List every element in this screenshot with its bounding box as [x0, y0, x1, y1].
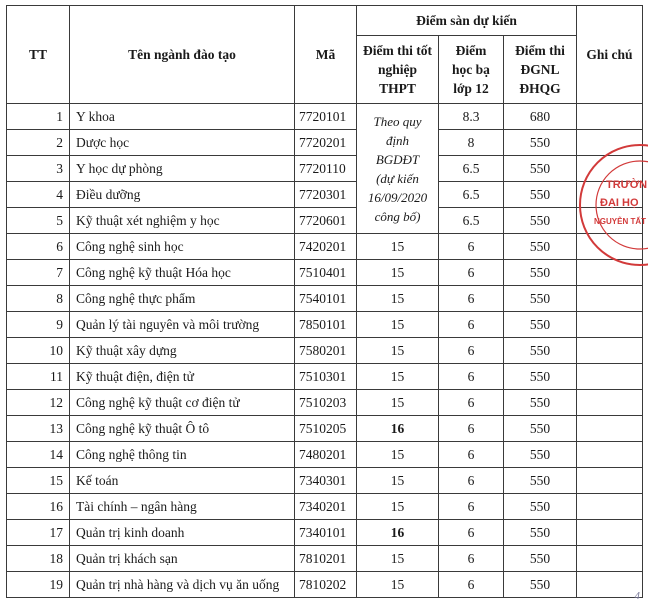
row-index: 18 [7, 546, 70, 572]
dgnl-score: 550 [504, 494, 577, 520]
dgnl-score: 550 [504, 286, 577, 312]
program-code: 7810201 [295, 546, 357, 572]
note-cell-empty [577, 208, 643, 234]
header-tt: TT [7, 6, 70, 104]
transcript-score: 6 [439, 546, 504, 572]
row-index: 8 [7, 286, 70, 312]
row-index: 17 [7, 520, 70, 546]
transcript-score: 6 [439, 494, 504, 520]
stamp-text-line-3: NGUYỄN TẤT [594, 217, 646, 226]
program-name: Kỹ thuật điện, điện tử [70, 364, 295, 390]
table-row [7, 286, 643, 312]
dgnl-score: 550 [504, 572, 577, 598]
program-name: Công nghệ sinh học [70, 234, 295, 260]
transcript-score: 6 [439, 468, 504, 494]
program-code: 7720601 [295, 208, 357, 234]
program-code: 7340201 [295, 494, 357, 520]
program-name: Kỹ thuật xây dựng [70, 338, 295, 364]
merged-note-line: định [385, 132, 410, 148]
merged-note-line: BGDĐT [375, 151, 420, 167]
note-cell-empty [577, 104, 643, 130]
transcript-score: 6 [439, 416, 504, 442]
transcript-score: 6.5 [439, 182, 504, 208]
note-cell-empty [577, 156, 643, 182]
transcript-score: 8.3 [439, 104, 504, 130]
table-row [7, 468, 643, 494]
row-index: 11 [7, 364, 70, 390]
note-cell-empty [577, 312, 643, 338]
transcript-score: 6.5 [439, 208, 504, 234]
note-cell-empty [577, 442, 643, 468]
note-cell-empty [577, 390, 643, 416]
dgnl-score: 550 [504, 364, 577, 390]
merged-note-line: 16/09/2020 [367, 189, 428, 205]
dgnl-score: 550 [504, 546, 577, 572]
thpt-score: 15 [357, 468, 439, 494]
program-code: 7340101 [295, 520, 357, 546]
program-code: 7510205 [295, 416, 357, 442]
transcript-score: 6.5 [439, 156, 504, 182]
merged-note-line: (dự kiến [376, 170, 419, 186]
table-row [7, 546, 643, 572]
thpt-score: 15 [357, 312, 439, 338]
dgnl-score: 550 [504, 156, 577, 182]
dgnl-score: 550 [504, 260, 577, 286]
table-body [7, 104, 643, 598]
thpt-score: 15 [357, 260, 439, 286]
program-name: Công nghệ kỹ thuật Hóa học [70, 260, 295, 286]
note-cell-empty [577, 182, 643, 208]
transcript-score: 8 [439, 130, 504, 156]
thpt-score: 16 [357, 520, 439, 546]
program-name: Kỹ thuật xét nghiệm y học [70, 208, 295, 234]
note-cell-empty [577, 468, 643, 494]
table-row [7, 572, 643, 598]
thpt-score: 15 [357, 338, 439, 364]
row-index: 10 [7, 338, 70, 364]
thpt-score: 15 [357, 572, 439, 598]
row-index: 3 [7, 156, 70, 182]
dgnl-score: 550 [504, 520, 577, 546]
thpt-score: 16 [357, 416, 439, 442]
header-program-name: Tên ngành đào tạo [70, 6, 295, 104]
program-name: Điều dưỡng [70, 182, 295, 208]
row-index: 19 [7, 572, 70, 598]
row-index: 7 [7, 260, 70, 286]
program-name: Quản lý tài nguyên và môi trường [70, 312, 295, 338]
dgnl-score: 550 [504, 338, 577, 364]
program-name: Công nghệ thông tin [70, 442, 295, 468]
dgnl-score: 550 [504, 130, 577, 156]
dgnl-score: 550 [504, 182, 577, 208]
merged-note-line: công bố) [374, 208, 421, 224]
thpt-score: 15 [357, 442, 439, 468]
table-row [7, 156, 643, 182]
header-note: Ghi chú [577, 6, 643, 104]
table-row [7, 208, 643, 234]
program-name: Quản trị nhà hàng và dịch vụ ăn uống [70, 572, 295, 598]
thpt-score: 15 [357, 286, 439, 312]
table-row [7, 390, 643, 416]
program-code: 7340301 [295, 468, 357, 494]
row-index: 4 [7, 182, 70, 208]
note-cell-empty [577, 494, 643, 520]
program-name: Công nghệ kỹ thuật Ô tô [70, 416, 295, 442]
dgnl-score: 550 [504, 442, 577, 468]
stamp-text-line-1: TRƯỜN [606, 179, 648, 191]
dgnl-score: 680 [504, 104, 577, 130]
page-corner-mark: 4 [634, 590, 640, 602]
table-row [7, 130, 643, 156]
program-name: Quản trị kinh doanh [70, 520, 295, 546]
row-index: 2 [7, 130, 70, 156]
program-code: 7720301 [295, 182, 357, 208]
table-row [7, 182, 643, 208]
program-name: Công nghệ thực phẩm [70, 286, 295, 312]
transcript-score: 6 [439, 390, 504, 416]
dgnl-score: 550 [504, 390, 577, 416]
table-row [7, 520, 643, 546]
row-index: 15 [7, 468, 70, 494]
thpt-score: 15 [357, 494, 439, 520]
thpt-merged-note [357, 104, 439, 234]
row-index: 1 [7, 104, 70, 130]
transcript-score: 6 [439, 364, 504, 390]
dgnl-score: 550 [504, 312, 577, 338]
row-index: 14 [7, 442, 70, 468]
stamp-text-line-2: ĐẠI HỌ [600, 197, 639, 209]
transcript-score: 6 [439, 338, 504, 364]
header-transcript-score: Điểm học bạ lớp 12 [439, 36, 504, 104]
transcript-score: 6 [439, 234, 504, 260]
program-name: Kế toán [70, 468, 295, 494]
thpt-score: 15 [357, 390, 439, 416]
dgnl-score: 550 [504, 234, 577, 260]
row-index: 9 [7, 312, 70, 338]
program-name: Quản trị khách sạn [70, 546, 295, 572]
program-code: 7850101 [295, 312, 357, 338]
transcript-score: 6 [439, 260, 504, 286]
table-row [7, 260, 643, 286]
note-cell-empty [577, 572, 643, 598]
program-code: 7420201 [295, 234, 357, 260]
thpt-score: 15 [357, 546, 439, 572]
header-expected-floor-score: Điểm sàn dự kiến [357, 6, 577, 36]
note-cell-empty [577, 416, 643, 442]
header-code: Mã [295, 6, 357, 104]
program-code: 7720201 [295, 130, 357, 156]
transcript-score: 6 [439, 286, 504, 312]
dgnl-score: 550 [504, 416, 577, 442]
table-row [7, 338, 643, 364]
transcript-score: 6 [439, 442, 504, 468]
note-cell-empty [577, 260, 643, 286]
program-name: Công nghệ kỹ thuật cơ điện tử [70, 390, 295, 416]
row-index: 6 [7, 234, 70, 260]
program-name: Tài chính – ngân hàng [70, 494, 295, 520]
program-name: Y học dự phòng [70, 156, 295, 182]
cutoff-score-table [6, 5, 643, 598]
transcript-score: 6 [439, 312, 504, 338]
thpt-score: 15 [357, 364, 439, 390]
program-name: Y khoa [70, 104, 295, 130]
table-row [7, 416, 643, 442]
table-row [7, 234, 643, 260]
note-cell-empty [577, 364, 643, 390]
table-row [7, 312, 643, 338]
merged-note-line: Theo quy [373, 113, 422, 129]
note-cell-empty [577, 546, 643, 572]
header-dgnl-score: Điểm thi ĐGNL ĐHQG [504, 36, 577, 104]
program-code: 7580201 [295, 338, 357, 364]
table-row [7, 442, 643, 468]
note-cell-empty [577, 286, 643, 312]
dgnl-score: 550 [504, 468, 577, 494]
transcript-score: 6 [439, 572, 504, 598]
row-index: 16 [7, 494, 70, 520]
table-row [7, 104, 643, 130]
row-index: 5 [7, 208, 70, 234]
note-cell-empty [577, 234, 643, 260]
program-code: 7540101 [295, 286, 357, 312]
program-name: Dược học [70, 130, 295, 156]
header-thpt-score: Điểm thi tốt nghiệp THPT [357, 36, 439, 104]
note-cell-empty [577, 130, 643, 156]
program-code: 7510401 [295, 260, 357, 286]
thpt-score: 15 [357, 234, 439, 260]
note-cell-empty [577, 520, 643, 546]
table-row [7, 364, 643, 390]
table-row [7, 494, 643, 520]
dgnl-score: 550 [504, 208, 577, 234]
row-index: 13 [7, 416, 70, 442]
note-cell-empty [577, 338, 643, 364]
program-code: 7480201 [295, 442, 357, 468]
program-code: 7510301 [295, 364, 357, 390]
row-index: 12 [7, 390, 70, 416]
transcript-score: 6 [439, 520, 504, 546]
program-code: 7510203 [295, 390, 357, 416]
program-code: 7810202 [295, 572, 357, 598]
program-code: 7720101 [295, 104, 357, 130]
program-code: 7720110 [295, 156, 357, 182]
